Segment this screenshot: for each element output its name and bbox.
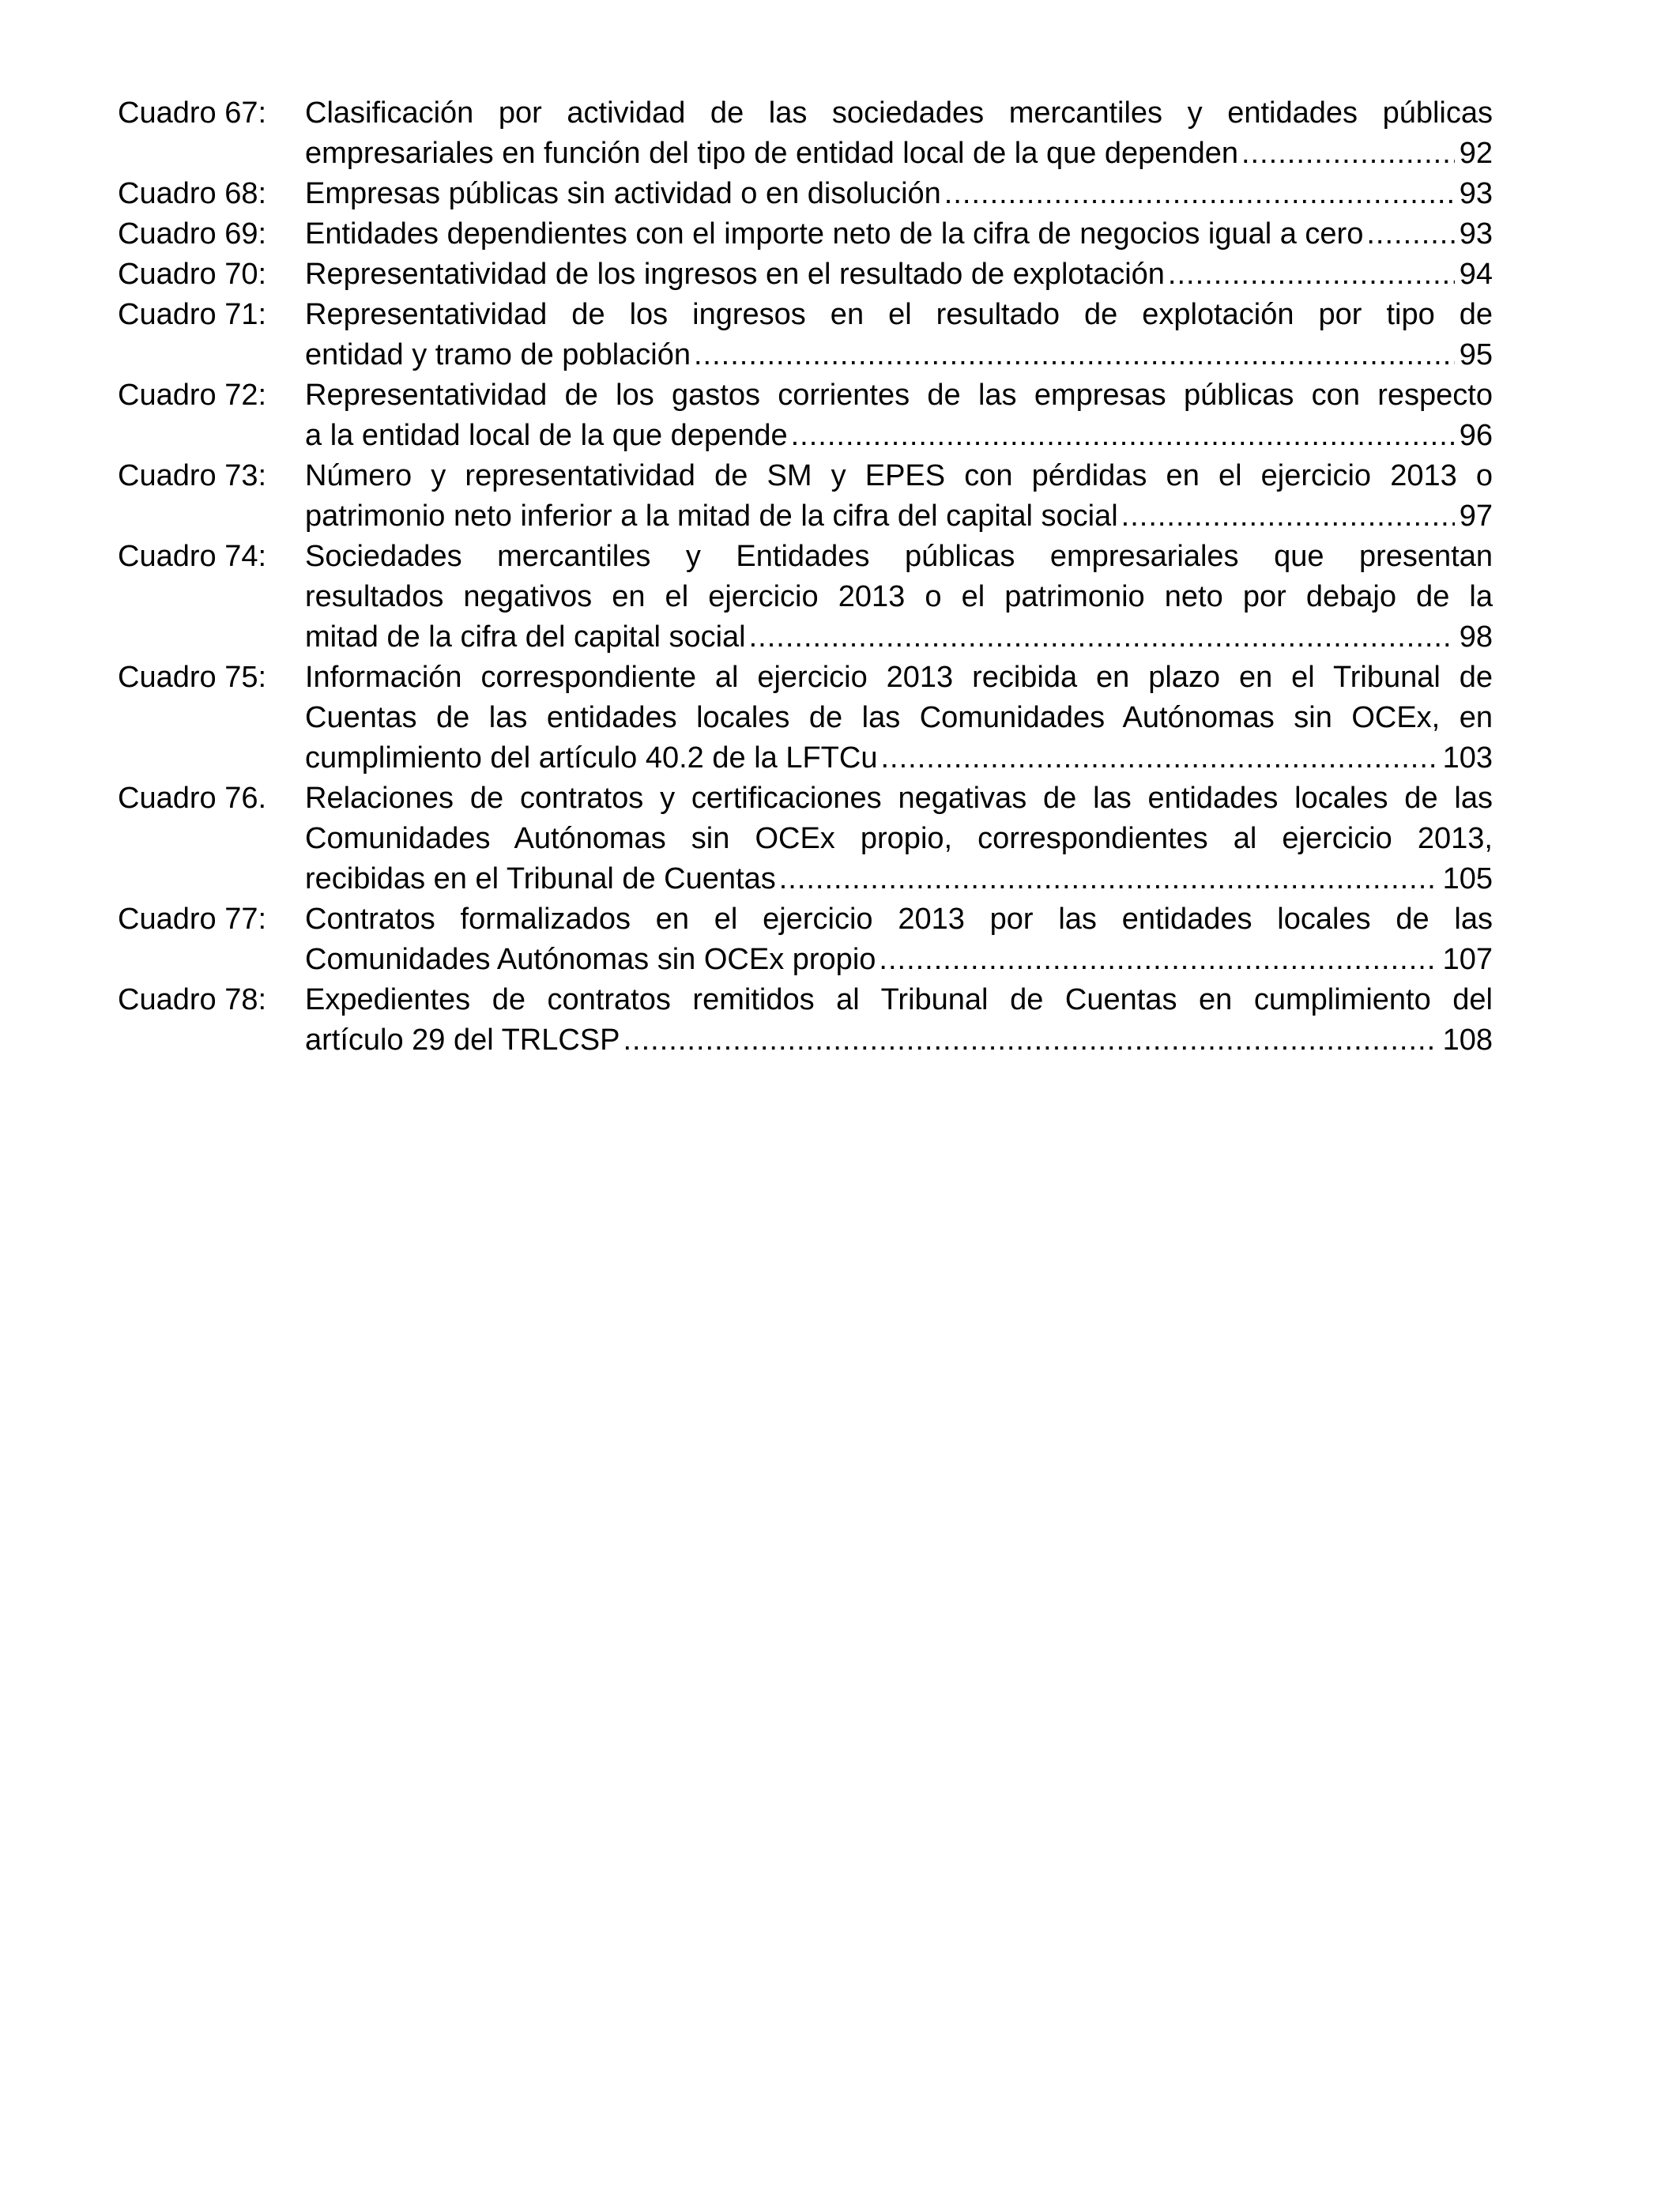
toc-entry-last-line [305,617,1493,658]
toc-entry-line: a la entidad local de la que depende [305,419,788,452]
toc-entry[interactable] [118,658,1493,778]
toc-entry-line: Cuentas de las entidades locales de las Comunidades Autónomas sin OCEx, en [305,701,1493,734]
toc-entry-number: Cuadro 76. [118,782,267,815]
toc-entry-title [305,295,1493,375]
toc-entry-title [305,537,1493,658]
toc-entry-number: Cuadro 71: [118,298,267,331]
toc-entry[interactable] [118,375,1493,456]
toc-entry-title [305,174,1493,214]
toc-entry-title [305,456,1493,537]
toc-entry-last-line [305,134,1493,174]
toc-entry-line: Número y representatividad de SM y EPES con pérdidas en el ejercicio 2013 o [305,459,1493,492]
toc-entry-title [305,214,1493,254]
toc-entry-line: artículo 29 del TRLCSP [305,1023,620,1057]
dot-leader [877,738,1437,778]
toc-entry-title [305,93,1493,174]
toc-entry-number: Cuadro 74: [118,540,267,573]
dot-leader [691,335,1455,375]
toc-entry-last-line [305,738,1493,778]
toc-entry[interactable] [118,214,1493,254]
toc-entry-number: Cuadro 73: [118,459,267,492]
toc-entry-line: resultados negativos en el ejercicio 2013 o el patrimonio neto por debajo de la [305,580,1493,613]
toc-entry-last-line [305,254,1493,295]
toc-entry-page-number[interactable]: 93 [1459,217,1493,251]
dot-leader [788,416,1455,456]
toc-entry-page-number[interactable]: 107 [1442,943,1493,976]
toc-entry-line: Relaciones de contratos y certificaciones negativas de las entidades locales de las [305,782,1493,815]
toc-entry[interactable] [118,537,1493,658]
dot-leader [776,859,1438,899]
toc-entry-line: Clasificación por actividad de las sociedades mercantiles y entidades públicas [305,96,1493,130]
toc-entry[interactable] [118,778,1493,899]
toc-entry-line: Representatividad de los ingresos en el resultado de explotación [305,258,1165,291]
toc-entry-page-number[interactable]: 108 [1442,1023,1493,1057]
toc-entry-line: Contratos formalizados en el ejercicio 2013 por las entidades locales de las [305,903,1493,936]
toc-entry-last-line [305,335,1493,375]
toc-entry-line: Expedientes de contratos remitidos al Tribunal de Cuentas en cumplimiento del [305,983,1493,1016]
toc-entry-title [305,899,1493,980]
toc-entry-number: Cuadro 75: [118,661,267,694]
toc-entry-line: Información correspondiente al ejercicio 2013 recibida en plazo en el Tribunal de [305,661,1493,694]
toc-entry[interactable] [118,295,1493,375]
toc-entry-line: entidad y tramo de población [305,338,691,371]
toc-entry-title [305,980,1493,1061]
toc-entry-page-number[interactable]: 93 [1459,177,1493,210]
toc-entry-last-line [305,496,1493,537]
toc-entry-title [305,254,1493,295]
toc-entry-title [305,375,1493,456]
dot-leader [1118,496,1455,537]
toc-entry-last-line [305,1020,1493,1061]
dot-leader [876,940,1437,980]
toc-entry-line: Comunidades Autónomas sin OCEx propio [305,943,876,976]
toc-entry-number: Cuadro 77: [118,903,267,936]
dot-leader [620,1020,1438,1061]
toc-entry-number: Cuadro 69: [118,217,267,251]
toc-entry[interactable] [118,174,1493,214]
toc-entry-number: Cuadro 78: [118,983,267,1016]
toc-entry-page-number[interactable]: 105 [1442,862,1493,895]
toc-entry-page-number[interactable]: 103 [1442,741,1493,775]
toc-entry-last-line [305,859,1493,899]
toc-entry-line: Representatividad de los ingresos en el resultado de explotación por tipo de [305,298,1493,331]
toc-entry-line: Sociedades mercantiles y Entidades públicas empresariales que presentan [305,540,1493,573]
toc-entry-last-line [305,416,1493,456]
toc-entry-line: Representatividad de los gastos corrientes de las empresas públicas con respecto [305,379,1493,412]
toc-entry-line: patrimonio neto inferior a la mitad de la cifra del capital social [305,499,1118,533]
toc-entry-last-line [305,214,1493,254]
toc-entry[interactable] [118,899,1493,980]
toc-entry-number: Cuadro 67: [118,96,267,130]
toc-entry-title [305,658,1493,778]
toc-entry-last-line [305,940,1493,980]
toc-entry-page-number[interactable]: 95 [1459,338,1493,371]
dot-leader [941,174,1455,214]
toc-entry-number: Cuadro 68: [118,177,267,210]
toc-entry-page-number[interactable]: 94 [1459,258,1493,291]
toc-entry[interactable] [118,93,1493,174]
toc-entry-line: mitad de la cifra del capital social [305,620,746,654]
toc-entry[interactable] [118,254,1493,295]
table-of-contents [118,93,1493,1061]
toc-entry-number: Cuadro 72: [118,379,267,412]
toc-entry-title [305,778,1493,899]
dot-leader [1363,214,1454,254]
toc-entry[interactable] [118,980,1493,1061]
toc-entry-line: empresariales en función del tipo de entidad local de la que dependen [305,137,1238,170]
dot-leader [1165,254,1455,295]
toc-entry-page-number[interactable]: 96 [1459,419,1493,452]
toc-entry-page-number[interactable]: 97 [1459,499,1493,533]
toc-entry-line: recibidas en el Tribunal de Cuentas [305,862,776,895]
dot-leader [1238,134,1455,174]
toc-entry-line: Entidades dependientes con el importe neto de la cifra de negocios igual a cero [305,217,1364,251]
toc-entry-line: cumplimiento del artículo 40.2 de la LFTCu [305,741,878,775]
toc-entry-line: Comunidades Autónomas sin OCEx propio, correspondientes al ejercicio 2013, [305,822,1493,855]
dot-leader [746,617,1455,658]
toc-entry-page-number[interactable]: 92 [1459,137,1493,170]
toc-entry-number: Cuadro 70: [118,258,267,291]
toc-entry[interactable] [118,456,1493,537]
toc-entry-last-line [305,174,1493,214]
toc-entry-page-number[interactable]: 98 [1459,620,1493,654]
toc-entry-line: Empresas públicas sin actividad o en disolución [305,177,941,210]
